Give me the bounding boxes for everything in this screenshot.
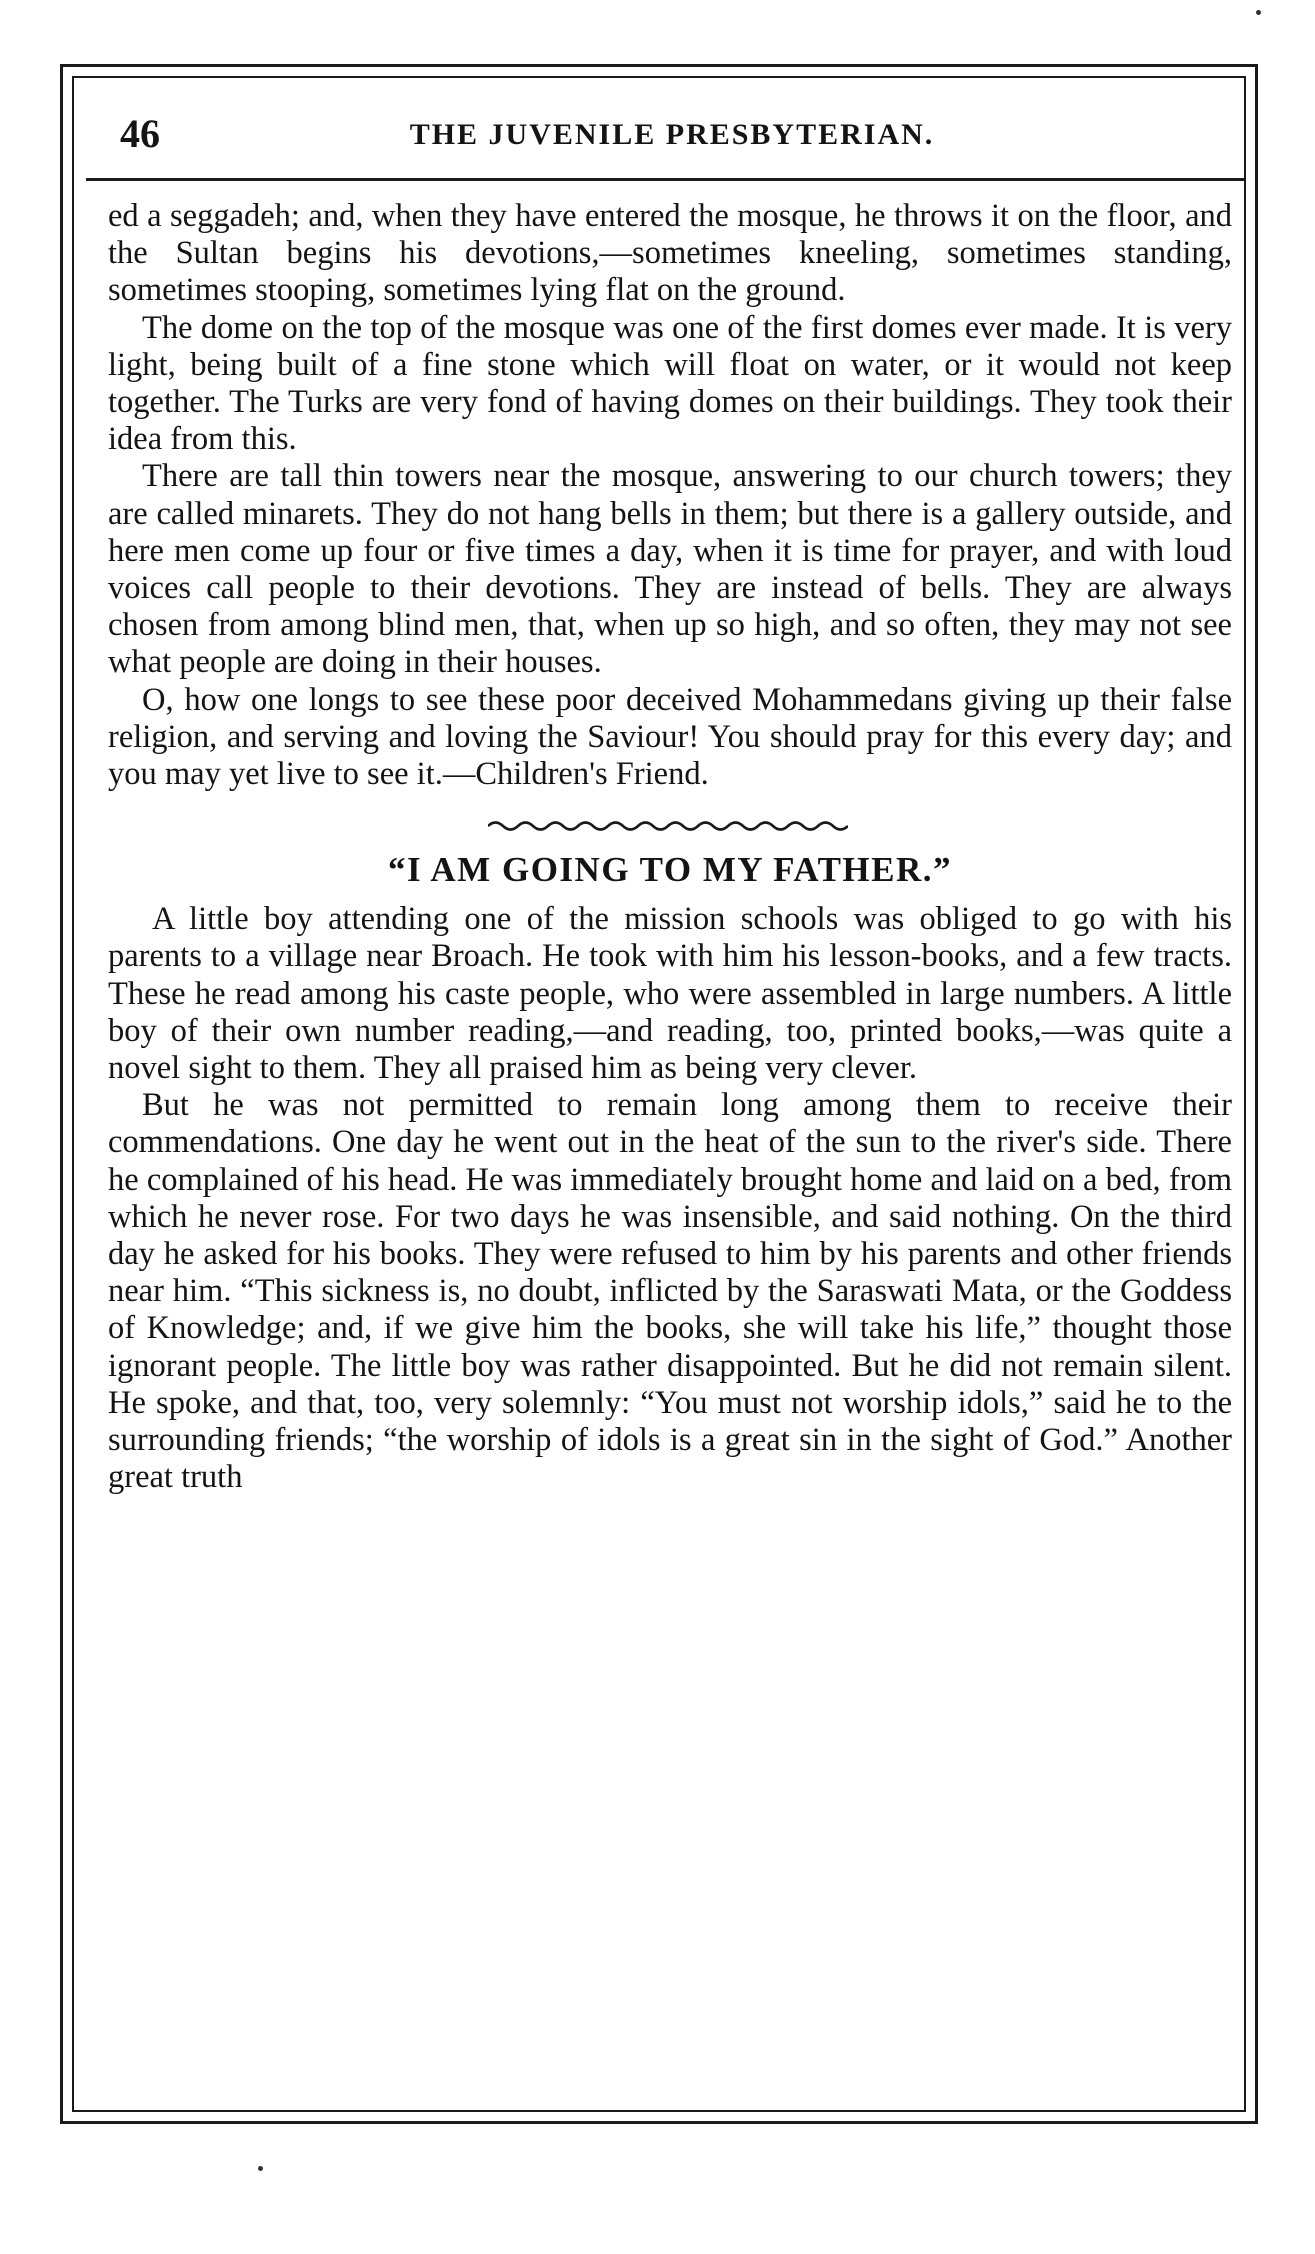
page-number: 46 [120,111,160,156]
text-column [108,198,1232,2098]
article-mosque-continued [108,198,1232,793]
paragraph-boy-village: A little boy attending one of the mission schools was obliged to go with his parents to a village near Broach. He took with him his lesson-books, and a few tracts. These he read among his caste people, who were assembled in large numbers. A little boy of their own number reading,—and reading, too, printed books,—was quite a novel sight to them. They all praised him as being very clever. [108,901,1232,1087]
header-rule [86,178,1244,181]
stray-ink-mark [258,2166,263,2171]
article-title: “I AM GOING TO MY FATHER.” [387,850,953,890]
page-header [112,108,1232,168]
stray-ink-mark [1256,10,1261,15]
running-head: THE JUVENILE PRESBYTERIAN. [409,118,935,151]
article-going-to-my-father [108,849,1232,1496]
paragraph-boy-sickness: But he was not permitted to remain long among them to receive their commendations. One day he went out in the heat of the sun to the river's side. There he complained of his head. He was immediately brought home and laid on a bed, from which he never rose. For two days he was insensible, and said nothing. On the third day he asked for his books. They were refused to him by his parents and other friends near him. “This sickness is, no doubt, inflicted by the Saraswati Mata, or the Goddess of Knowledge; and, if we give him the books, she will take his life,” thought those ignorant people. The little boy was rather disappointed. But he did not remain silent. He spoke, and that, too, very solemnly: “You must not worship idols,” said he to the surrounding friends; “the worship of idols is a great sin in the sight of God.” Another great truth [108,1087,1232,1496]
paragraph-sultan-devotions: ed a seggadeh; and, when they have entered the mosque, he throws it on the floor, and the Sultan begins his devotions,—sometimes kneeling, sometimes standing, sometimes stooping, sometimes lying flat on the ground. [108,198,1232,309]
paragraph-dome: The dome on the top of the mosque was one of the first domes ever made. It is very light, being built of a fine stone which will float on water, or it would not keep together. The Turks are very fond of having domes on their buildings. They took their idea from this. [108,309,1232,458]
section-divider-ornament [108,793,1232,849]
paragraph-closing-prayer: O, how one longs to see these poor deceived Mohammedans giving up their false religion, and serving and loving the Saviour! You should pray for this every day; and you may yet live to see it.—Children's Friend. [108,681,1232,793]
wavy-rule-icon [488,819,848,833]
paragraph-minarets: There are tall thin towers near the mosque, answering to our church towers; they are called minarets. They do not hang bells in them; but there is a gallery outside, and here men come up four or five times a day, when it is time for prayer, and with loud voices call people to their devotions. They are instead of bells. They are always chosen from among blind men, that, when up so high, and so often, they may not see what people are doing in their houses. [108,458,1232,681]
